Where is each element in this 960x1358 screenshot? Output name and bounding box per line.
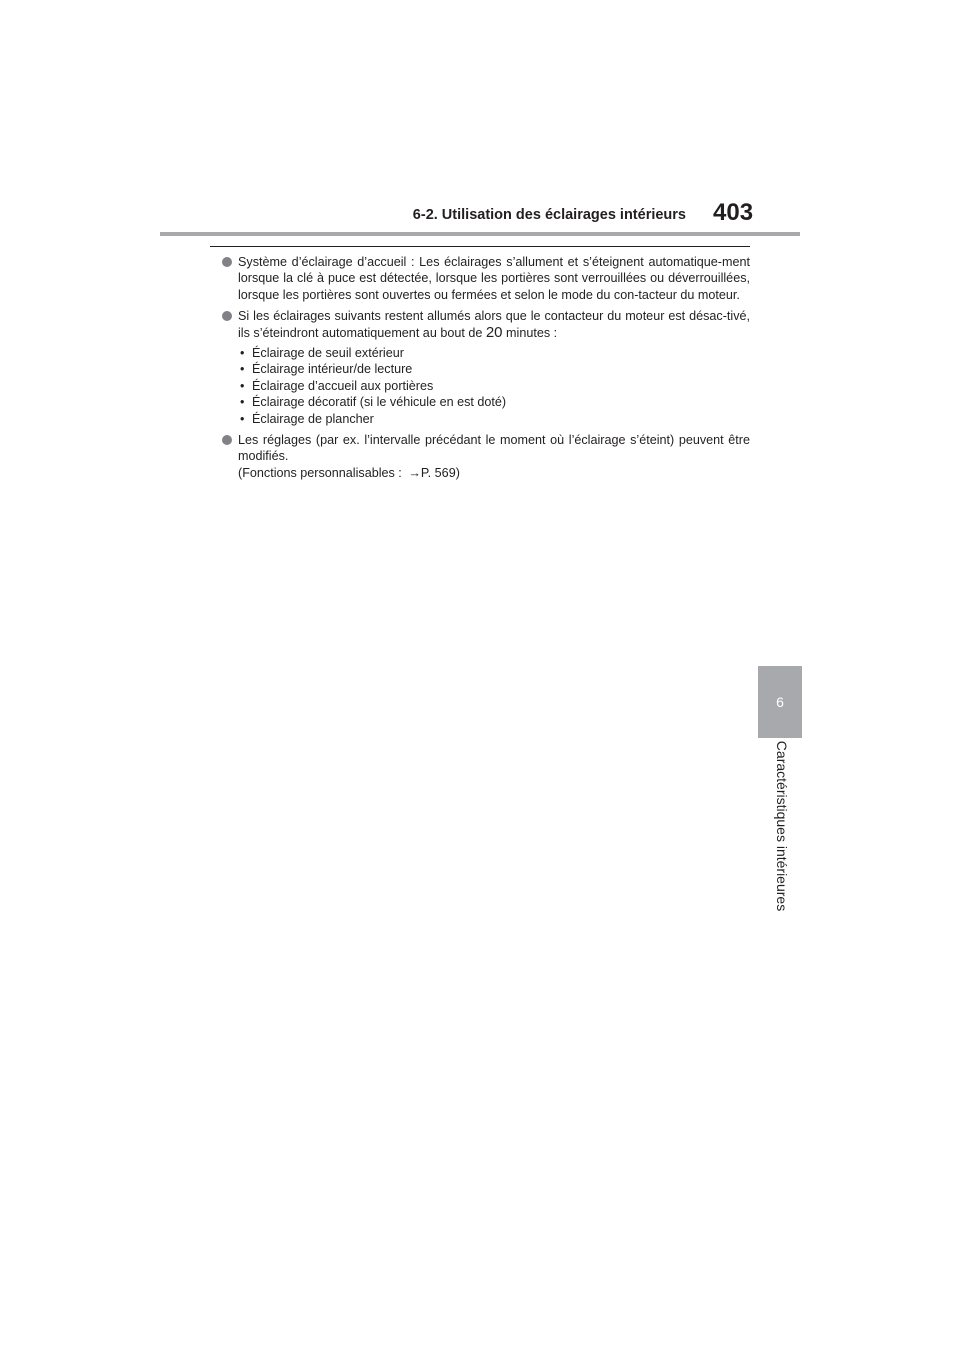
lights-list [238, 345, 750, 427]
note-welcome-light [222, 254, 750, 303]
note-auto-off [222, 308, 750, 427]
header-section-title: 6-2. Utilisation des éclairages intérieurs [412, 207, 686, 223]
note-text: Si les éclairages suivants restent allumés alors que le contacteur du moteur est désac-tivé, ils s’éteindront automatiquement au bout de [238, 309, 750, 340]
chapter-tab [758, 666, 802, 738]
note-text: Système d’éclairage d’accueil : Les éclairages s’allument et s’éteignent automatique-ment lorsque la clé à puce est détectée, lorsque les portières sont verrouillées ou déverrouillées, lorsque les portières sont ouvertes ou fermées et selon le mode du con-tacteur du moteur. [238, 255, 750, 302]
minutes-value: 20 [485, 323, 503, 341]
reference-prefix: (Fonctions personnalisables : [238, 465, 406, 480]
list-item: • Éclairage de seuil extérieur [238, 345, 750, 361]
list-item: • Éclairage de plancher [238, 411, 750, 427]
header-divider [160, 232, 800, 236]
chapter-title: Caractéristiques intérieures [774, 740, 790, 912]
circle-bullet-icon [222, 435, 232, 445]
list-item: • Éclairage intérieur/de lecture [238, 361, 750, 377]
list-item: • Éclairage d’accueil aux portières [238, 378, 750, 394]
content-top-rule [210, 246, 750, 247]
page-number: 403 [713, 199, 754, 226]
notes-section [222, 254, 750, 486]
page-reference-link[interactable]: P. 569) [420, 465, 460, 480]
arrow-right-icon: → [408, 465, 421, 480]
circle-bullet-icon [222, 257, 232, 267]
list-item: • Éclairage décoratif (si le véhicule en est doté) [238, 394, 750, 410]
chapter-number: 6 [776, 694, 784, 710]
note-text-end: minutes : [502, 325, 558, 340]
note-text: Les réglages (par ex. l’intervalle précédant le moment où l’éclairage s’éteint) peuvent être modifiés. [238, 433, 750, 464]
circle-bullet-icon [222, 311, 232, 321]
note-settings [222, 432, 750, 481]
